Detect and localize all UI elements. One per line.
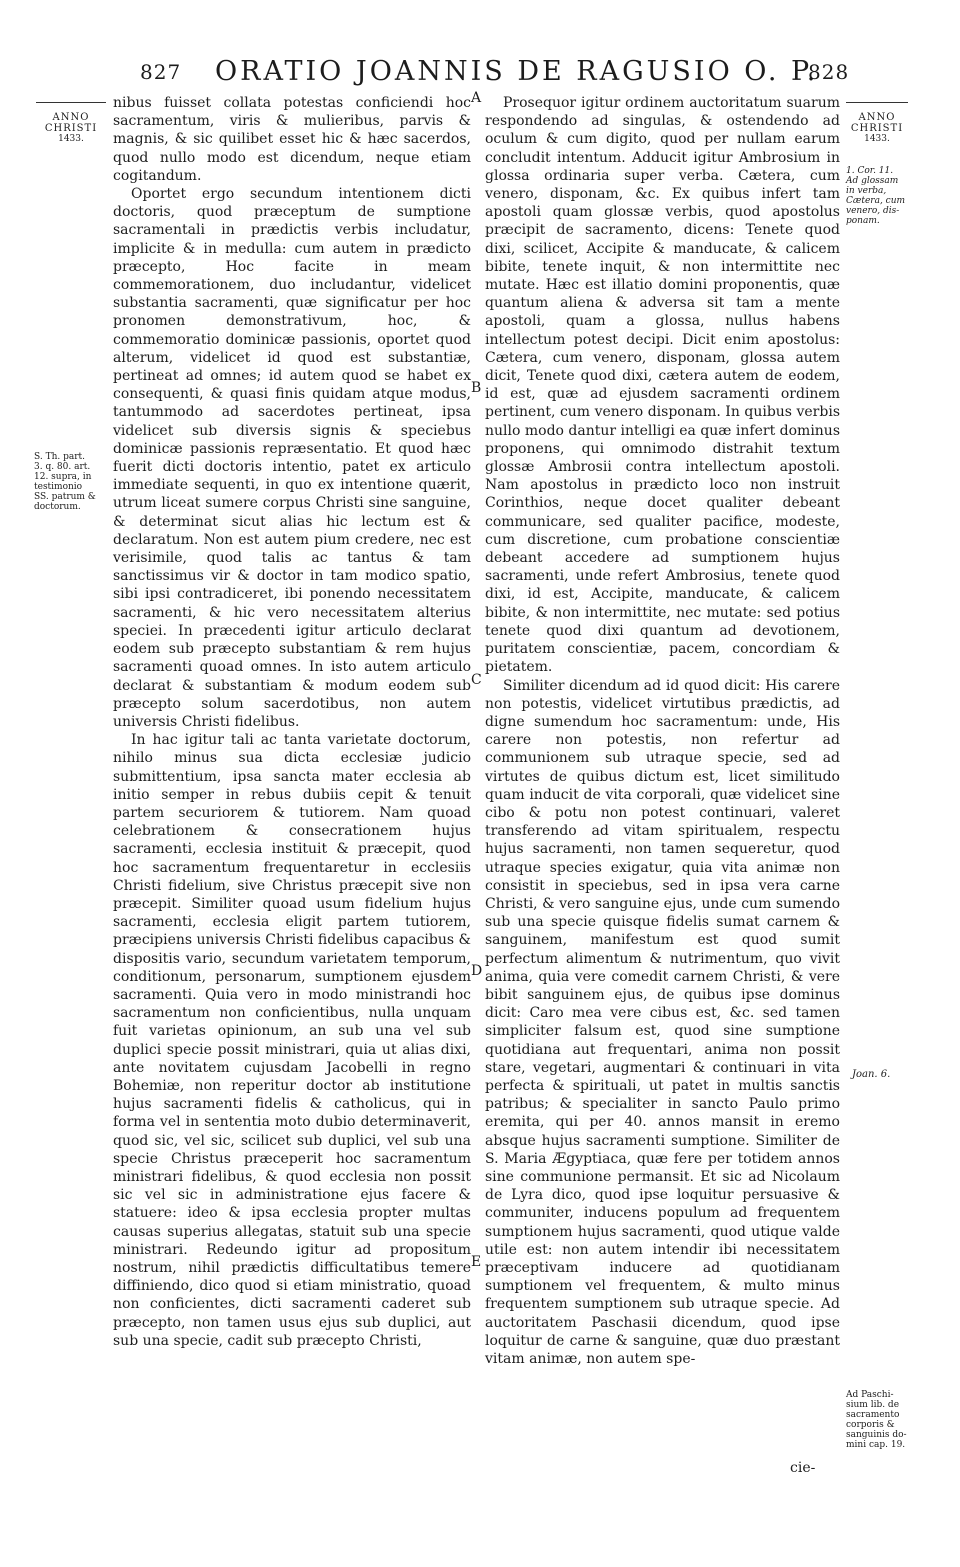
right-reference-note: [846, 166, 912, 226]
section-letter: B: [471, 380, 482, 396]
reference-line: testimonio: [34, 482, 83, 492]
paragraph: nibus fuisset collata potestas conficiendi hoc sacramentum, viris & mulieribus, parvis & magnis, & sic quilibet esset hic & hæc sacerdos, quod nullo modo est dicendum, neque etiam cogitandum.: [113, 95, 471, 184]
page-number-right: 828: [808, 60, 850, 84]
reference-line: 12. supra, in: [34, 472, 92, 482]
anno-label: ANNO: [52, 112, 90, 123]
christi-label: CHRISTI: [44, 123, 98, 134]
reference-line: Joan. 6.: [852, 1069, 891, 1080]
reference-line: Ad glossam: [846, 176, 899, 186]
page-number-left: 827: [140, 60, 182, 84]
reference-line: 1. Cor. 11.: [846, 166, 894, 176]
running-header: [0, 56, 960, 94]
paragraph: In hac igitur tali ac tanta varietate doctorum, nihilo minus sua dicta ecclesiæ judicio submittentium, ipsa sancta mater ecclesia ab initio semper in rebus dubiis cepit & tenuit partem securiorem & tutiorem. Nam quoad celebrationem & consecrationem hujus sacramenti, ecclesia instituit & præcepit, quod hoc sacramentum frequentaretur in ecclesiis Christi fidelium, sive Christus præcepit sive non præcepit. Similiter quoad usum fidelium hujus sacramenti, ecclesia eligit partem tutiorem, præcipiens universis Christi fidelibus capacibus & dispositis vario, secundum varietatem temporum, conditionum, personarum, sumptionem ejusdem sacramenti. Quia vero in modo ministrandi hoc sacramentum non conficientibus, nulla unquam fuit varietas opinionum, an sub una vel sub duplici specie possit ministrari, quia ut alias dixi, ante novitatem cujusdam Jacobelli in regno Bohemiæ, non reperitur doctor ab institutione hujus sacramenti fidelis & catholicus, qui in forma vel in sententia moto dubio determinaverit, quod sic, vel sic, scilicet sub duplici, vel sub una specie Christus præceperit hoc sacramentum ministrari fidelibus, & quod ecclesia non possit sic vel sic in administratione ejus facere & statuere: ideo & ipsa ecclesia propter multas causas superius allegatas, statuit sub una specie ministrari. Redeundo igitur ad propositum nostrum, nihil prædictis difficultatibus temere diffiniendo, dico quod si etiam ministratio, quoad non conficientes, dicti sacramenti caderet sub præcepto, non tamen usus ejus sub duplici, aut sub una specie, cadit sub præcepto Christi,: [113, 732, 471, 1349]
section-letter: A: [471, 90, 482, 106]
reference-line: S. Th. part.: [34, 452, 85, 462]
left-anno-block: [40, 112, 102, 144]
right-anno-block: [848, 112, 906, 144]
year-label: 1433.: [58, 134, 84, 144]
reference-line: 3. q. 80. art.: [34, 462, 91, 472]
year-label: 1433.: [864, 134, 890, 144]
reference-line: Cætera, cum: [846, 196, 906, 206]
anno-label: ANNO: [858, 112, 896, 123]
paragraph: Similiter dicendum ad id quod dicit: His carere non potestis, videlicet virtutibus prædictis, ad digne sumendum hoc sacramentum: unde, His carere non potestis, non refertur ad communionem sub utraque specie, sed ad virtutes de quibus dictum est, licet similitudo quam inducit de vita corporali, quæ videlicet sine cibo & potu non potest continuari, valeret transferendo ad vitam spiritualem, respectu hujus sacramenti, non tamen sequeretur, quod utraque species exigatur, quia vita animæ non consistit in speciebus, sed in ipsa vera carne Christi, & vero sanguine ejus, unde cum sumendo sub una specie quisque fidelis sumat carnem & sanguinem, manifestum est quod sumit perfectum alimentum & nutrimentum, quo vivit anima, quia vere comedit carnem Christi, & vere bibit sanguinem ejus, de quibus ipse dominus dicit: Caro mea vere cibus est, &c. sed tamen simpliciter falsum est, quod sine sumptione quotidiana aut frequentari, anima non possit stare, vegetari, augmentari & continuari in vita perfecta & spirituali, ut patet in multis sanctis patribus; & specialiter in sancto Paulo primo eremita, qui per 40. annos mansit in eremo absque hujus sacramenti sumptione. Similiter de S. Maria Ægyptiaca, quæ fere per totidem annos sine communione permansit. Et sic ad Nicolaum de Lyra dico, quod ipse loquitur persuasive & communiter, inducens populum ad frequentem sumptionem hujus sacramenti, quod utique valde utile est: non autem intendir ibi necessitatem præceptivam inducere ad quotidianam sumptionem vel frequentem, & multo minus frequentem sumptionem sub utraque specie. Ad auctoritatem Paschasii dicendum, quod ipse loquitur de carne & sanguine, quæ duo præstant vitam animæ, non autem spe-: [485, 677, 840, 1368]
section-letter: C: [471, 672, 482, 688]
catchword: cie-: [790, 1460, 816, 1476]
right-reference-note: [852, 1070, 912, 1080]
running-title: ORATIO JOANNIS DE RAGUSIO O. P.: [215, 56, 819, 87]
right-reference-note: [846, 1390, 914, 1450]
right-text-column: [485, 94, 840, 1368]
reference-line: Ad Paschi-: [846, 1390, 894, 1400]
paragraph: Oportet ergo secundum intentionem dicti doctoris, quod præceptum de sumptione sacramentali in prædictis verbis includatur, implicite & in medulla: cum autem in prædicto præcepto, Hoc facite in meam commemorationem, duo includantur, videlicet substantia sacramenti, quæ significatur per hoc pronomen demonstrativum, hoc, & commemoratio dominicæ passionis, oportet quod alterum, videlicet id quod est substantiæ, pertineat ad omnes; id autem quod se habet ex consequenti, & quasi finis quidam atque modus, tantummodo ad sacerdotes pertineat, ipsa videlicet sub diversis signis & speciebus dominicæ passionis repræsentatio. Et quod hæc fuerit dicti doctoris intentio, patet ex articulo immediate sequenti, in quo ex intentione quærit, utrum liceat sumere corpus Christi sine sanguine, & determinat sicut alias hic lectum est & declaratum. Non est autem pium credere, nec est verisimile, quod talis ac tantus & tam sanctissimus vir & doctor in tam modico spatio, sibi ipsi contradiceret, ibi ponendo necessitatem sacramenti, & hic vero necessitatem alterius speciei. In præcedenti igitur articulo declarat eodem sub præcepto substantiam & rem hujus sacramenti quoad omnes. In isto autem articulo declarat & substantiam & modum eodem sub præcepto solum sacerdotibus, non autem universis Christi fidelibus.: [113, 186, 471, 730]
reference-line: ponam.: [846, 216, 880, 226]
right-margin-rule: [846, 102, 908, 103]
paragraph: Prosequor igitur ordinem auctoritatum suarum respondendo ad singulas, & ostendendo ad oculum & cum digito, quod per nullam earum concludit intentum. Adducit igitur Ambrosium in glossa ordinaria super verba. Cætera, cum venero, disponam, &c. Ex quibus infert tam apostoli quam glossæ verbis, quod apostolus præcipit de sacramento, dicens: Tenete quod dixi, scilicet, Accipite & manducate, & calicem bibite, tenete inquit, & non intermittite nec mutate. Hæc est illatio domini proponentis, quæ quantum aliena & adversa sit tam a mente apostoli, quam a glossa, nullus habens intellectum potest decipi. Dicit enim apostolus: Cætera, cum venero, disponam, glossa autem dicit, Tenete quod dixi, cætera autem de eodem, id est, quæ ad ejusdem sacramenti ordinem pertinent, cum venero disponam. In quibus verbis nullo modo dantur intelligi ea quæ infert dominus proponens, qui omnimodo distrahit textum glossæ Ambrosii contra intellectum apostoli. Nam apostolus in prædicto loco non instruit Corinthios, neque docet qualiter debeant communicare, sed qualiter pacifice, modeste, cum discretione, cum probatione conscientiæ debeant accedere ad sumptionem hujus sacramenti, unde refert Ambrosius, tenete quod dixi, id est, Accipite, manducate, & calicem bibite, & non intermittite, nec mutate: sed potius tenete quod dixi quantum ad devotionem, puritatem conscientiæ, pacem, concordiam & pietatem.: [485, 95, 841, 676]
left-text-column: [113, 94, 471, 1350]
section-letter: E: [471, 1254, 482, 1270]
reference-line: mini cap. 19.: [846, 1440, 906, 1450]
reference-line: corporis &: [846, 1420, 895, 1430]
reference-line: in verba,: [846, 186, 887, 196]
section-letter: D: [471, 963, 483, 979]
reference-line: venero, dis-: [846, 206, 900, 216]
reference-line: sanguinis do-: [846, 1430, 907, 1440]
left-margin-rule: [36, 102, 106, 103]
reference-line: sium lib. de: [846, 1400, 900, 1410]
reference-line: SS. patrum &: [34, 492, 96, 502]
left-reference-note: [34, 452, 110, 512]
reference-line: sacramento: [846, 1410, 900, 1420]
reference-line: doctorum.: [34, 502, 81, 512]
christi-label: CHRISTI: [850, 123, 904, 134]
